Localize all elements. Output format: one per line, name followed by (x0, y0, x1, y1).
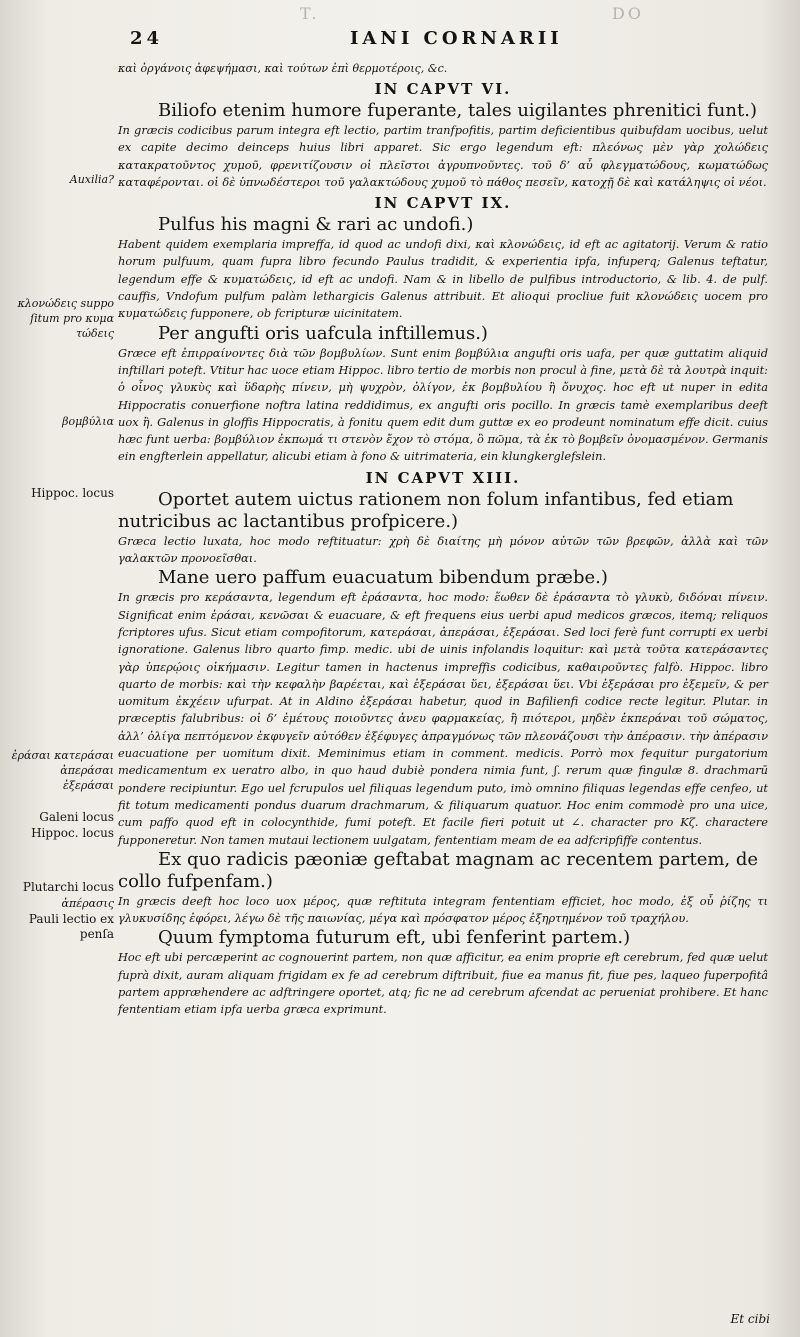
commentary: Hoc eft ubi percæperint ac cognouerint partem, non quæ afficitur, ea enim proprie eft cerebrum, fed quæ uelut fuprà dixit, auram aliquam frigidam ex fe ad cerebrum diftribuit, fiue ea manus fit, fiue pes, laqueo fuperpofitâ partem appræhendere ac adftringere oportet, atq; fic ne ad cerebrum afcendat ac perueniat prohibere. Et hanc fententiam etiam ipfa uerba græca exprimunt. (118, 950, 768, 1017)
commentary: In græcis codicibus parum integra eft lectio, partim tranfpofitis, partim deficientibus quibufdam uocibus, uelut ex capite decimo deinceps huius libri apparet. Sic ergo legendum eft: πλεόνως μὲν γὰρ χολώδεις κατακρατοῦντος χυμοῦ, φρενιτίζουσιν οἱ πλεῖστοι ἀγρυπνοῦντες. τοῦ δ’ αὖ φλεγματώδους, κωματώδως καταφέρονται. οἱ δὲ ὑπνωδέστεροι τοῦ γαλακτώδους χυμοῦ τὸ πάθος πεσεῖν, κατοχῇ δὲ καὶ κατάληψις οἱ νέοι. (118, 123, 768, 189)
margin-note-pauli: Pauli lectio ex penſa (28, 912, 114, 941)
lemma: Mane uero paffum euacuatum bibendum præbe.) (158, 567, 608, 589)
bleed-through-right: DO (612, 4, 644, 23)
bleed-through-left: T. (300, 4, 320, 23)
commentary: Habent quidem exemplaria impreffa, id quod ac undofi dixi, καὶ κλονώδεις, id eft ac agitatorij. Verum & ratio horum pulfuum, quam fupra libro fecundo Paulus tradidit, & experientia ipfa, infuperq; Galenus teftatur, legendum effe & κυματώδεις, id eft ac undofi. Nam & in libello de pulfibus introductorio, & lib. 4. de pulf. cauffis, Vndofum pulfum palàm lethargicis Galenus attribuit. Et alioqui procliue fuit κλονώδεις uocem pro κυματώδεις fupponere, ob fcripturæ uicinitatem. (118, 237, 768, 321)
lemma: Ex quo radicis pæoniæ geftabat magnam ac recentem partem, de collo fufpenfam.) (118, 848, 759, 892)
section-caput-vi (118, 80, 768, 191)
opening-line: καὶ ὀργάνοις ἀφεψήμασι, καὶ τούτων ἐπὶ θερμοτέροις, &c. (118, 62, 448, 75)
catchword: Et cibi (730, 1312, 770, 1326)
commentary: Græca lectio luxata, hoc modo reftituatur: χρὴ δὲ διαίτης μὴ μόνον αὐτῶν τῶν βρεφῶν, ἀλλὰ καὶ τῶν γαλακτῶν προνοεῖσθαι. (118, 533, 768, 566)
commentary: In græcis pro κεράσαντα, legendum eft ἐράσαντα, hoc modo: ἕωθεν δὲ ἐράσαντα τὸ γλυκὺ, διδόναι πίνειν. Significat enim ἐράσαι, κενῶσαι & euacuare, & eft frequens eius uerbi apud medicos græcos, itemq; reliquos fcriptores ufus. Sicut etiam compofitorum, κατεράσαι, ἀπεράσαι, ἐξεράσαι. Sed loci ferè funt corrupti ex uerbi ignoratione. Galenus libro quarto fimp. medic. ubi de uinis infolandis loquitur: καὶ μετὰ τοῦτα κατεράσαντες γὰρ ὑπερῴοις οἰκήμασιν. Legitur tamen in hactenus impreffis codicibus, καθαιροῦντες falfò. Hippoc. libro quarto de morbis: καὶ τὴν κεφαλὴν βαρέεται, καὶ ἐξεράσαι ὕει, ἐξεράσαι ὕει. Vbi ἐξεράσαι pro ἐξεμεῖν, & per uomitum ἐκχέειν ufurpat. At in Aldino ἐξεράσαι habetur, quod in Bafilienfi codice recte legitur. Plutar. in præceptis falubribus: οἱ δ’ ἐμέτους ποιοῦντες ἀνευ φαρμακείας, ἢ πιότεροι, μηδὲν ἐκπεράναι τοῦ σώματος, ἀλλ’ ὀλίγα πεπτόμενον ἐκφυγεῖν αὐτόθεν ἐξέφυγες ἀπραγμόνως τῶν πλεονάζουσι τὴν ἀπέρασιν. τὴν ἀπέρασιν euacuatione per uomitum dixit. Meminimus etiam in comment. medicis. Porrò mox fequitur purgatorium medicamentum ex ueratro albo, in quo haud dubiè pondera nimia funt, ʃ. rerum quæ fingulæ 8. drachmarū pondere recipiuntur. Ego uel fcrupulos uel filiquas legendum puto, imò omnino filiquas legendas effe cenfeo, ut fit totum medicamenti pondus duarum drachmarum, & filiquarum quatuor. Hoc enim commodè pro una uice, cum paffo quod eft in colocynthide, fumi poteft. Et facile fieri potuit ut ∠. character pro Κζ. charactere fupponeretur. Non tamen mutaui lectionem uulgatam, fententiam meam de ea adfcripfiffe contentus. (118, 590, 768, 847)
section-caput-ix (118, 194, 768, 466)
margin-note-aperasis: ἀπέρασις (61, 897, 114, 910)
lemma: Per angufti oris uafcula inftillemus.) (158, 322, 488, 344)
lemma: Quum fymptoma futurum eft, ubi fenferint partem.) (158, 927, 631, 949)
page-number: 24 (130, 28, 164, 49)
main-text-column (118, 60, 768, 1019)
section-heading: IN CAPVT XIII. (365, 468, 521, 487)
margin-note-galeni: Galeni locus (39, 810, 114, 824)
margin-note-plutarchi: Plutarchi locus (22, 880, 114, 894)
commentary: Græce eft ἐπιρραίνοντες διὰ τῶν βομβυλίων. Sunt enim βομβύλια angufti oris uafa, per quæ guttatim aliquid inftillari poteft. Vtitur hac uoce etiam Hippoc. libro tertio de morbis non procul à fine, μετὰ δὲ τὰ λουτρὰ inquit: ὁ οἶνος γλυκὺς καὶ ὕδαρὴς πίνειν, μὴ ψυχρὸν, ὀλίγον, ἐκ βομβυλίου ἢ ὄνυχος. hoc eft ut nuper in edita Hippocratis conuerfione noftra latina reddidimus, ex angufti oris pocillo. In græcis tamè exemplaribus deeft uox ἢ. Galenus in gloffis Hippocratis, à fonitu quem edit dum guttæ ex eo prodeunt nominatum effe dicit. cuius hæc funt uerba: βομβύλιον ἐκπωμά τι στενὸν ἔχον τὸ στόμα, ὃ πῶμα, τὰ ἐκ τὸ βομβεῖν ὀνομασμένον. Germanis ein engfterlein appellatur, alicubi etiam à fono & uitrimateria, ein klungkerglefslein. (118, 345, 768, 464)
running-title: IANI CORNARII (350, 28, 563, 49)
lemma: Pulfus his magni & rari ac undofi.) (158, 214, 474, 236)
lemma: Biliofo etenim humore fuperante, tales uigilantes phrenitici funt.) (158, 100, 757, 121)
section-caput-xiii (118, 469, 768, 1019)
margin-note-erasai: ἐράσαι κατεράσαι ἀπεράσαι ἐξεράσαι (11, 749, 114, 792)
margin-note-hippoc-2: Hippoc. locus (31, 826, 114, 840)
margin-note-klonodeis: κλονώδεις suppo ſitum pro κυμα τώδεις (17, 297, 114, 340)
section-heading: IN CAPVT VI. (374, 80, 512, 98)
lemma: Oportet autem uictus rationem non folum infantibus, fed etiam nutricibus ac lactantibus profpicere.) (118, 488, 734, 532)
margin-note-hippoc-1: Hippoc. locus (31, 486, 114, 500)
commentary: In græcis deeft hoc loco uox μέρος, quæ reftituta integram fententiam efficiet, hoc modo, ἐξ οὗ ῥίζης τι γλυκυσίδης ἐφόρει, λέγω δὲ τῆς παιωνίας, μέγα καὶ πρόσφατον μέρος ἐξηρτημένον τοῦ τραχήλου. (118, 893, 768, 926)
margin-note-bombylia: βομβύλια (62, 415, 114, 428)
section-heading: IN CAPVT IX. (374, 194, 512, 213)
margin-note-top: Auxilia? (69, 173, 114, 186)
